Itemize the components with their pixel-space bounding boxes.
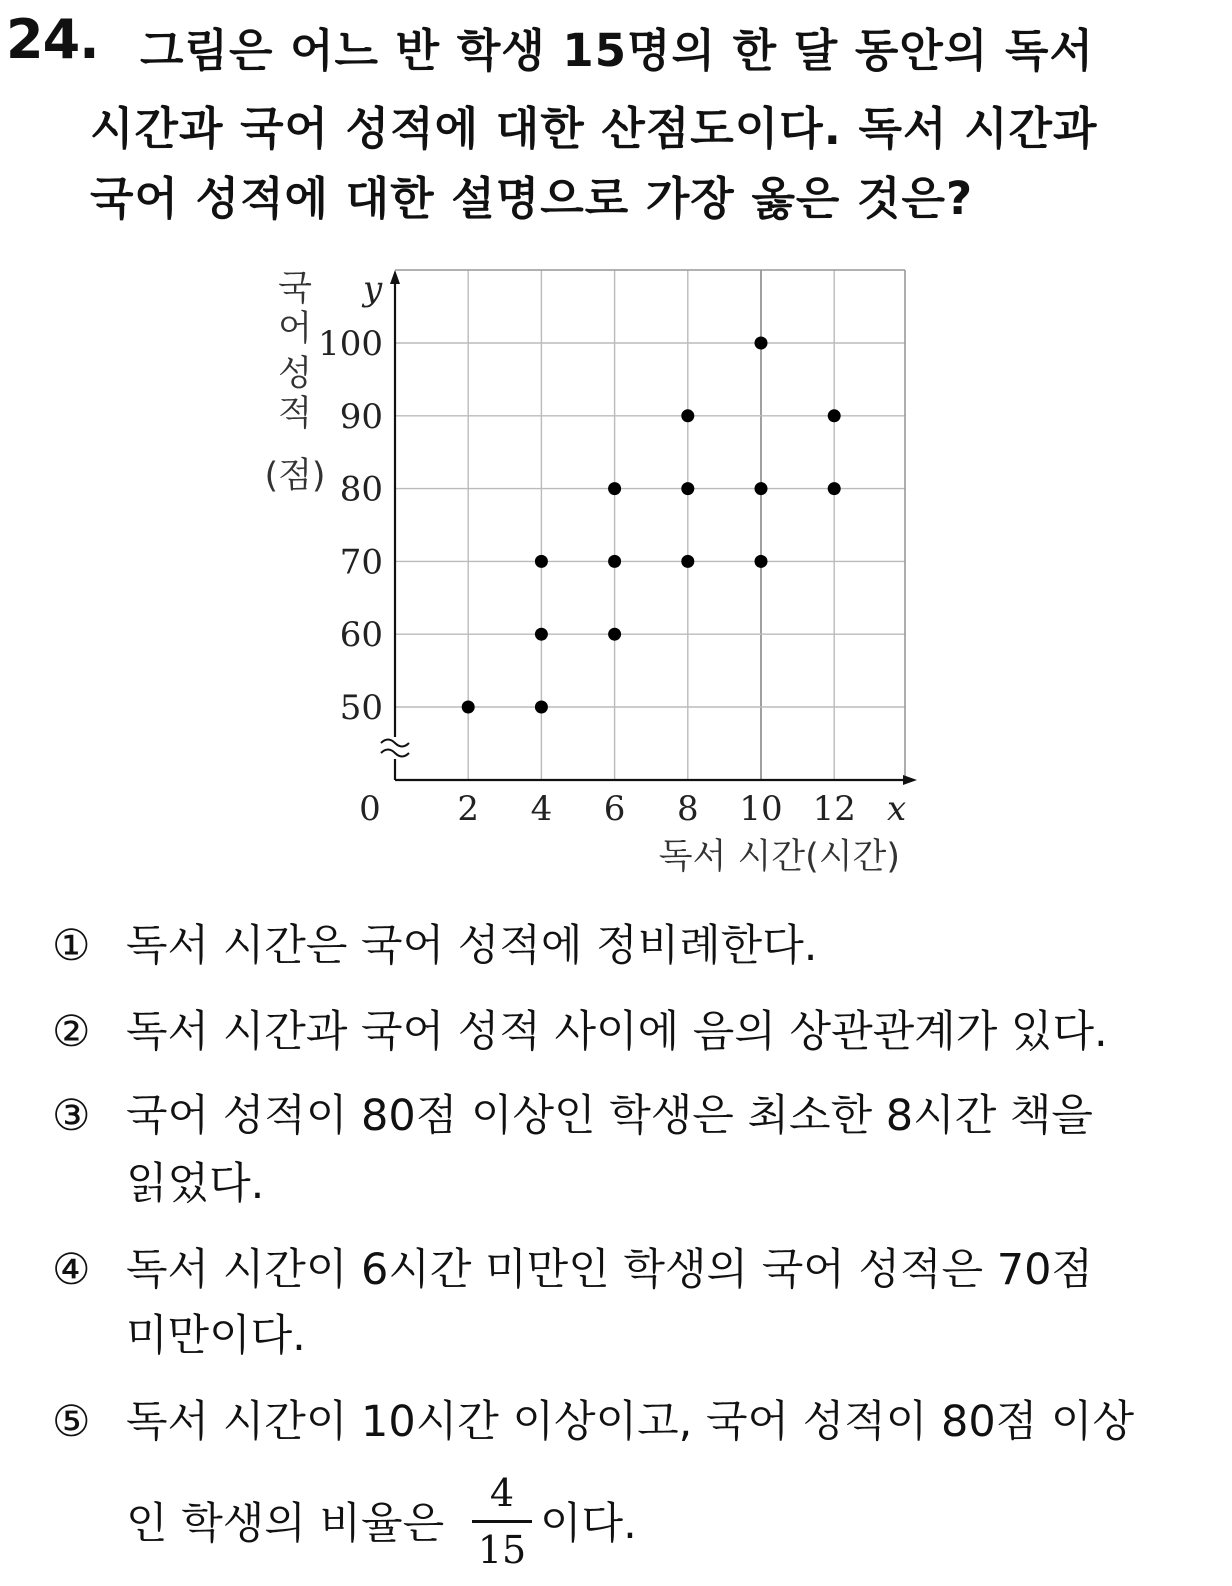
choice-3-text: 국어 성적이 80점 이상인 학생은 최소한 8시간 책을 (126, 1091, 1093, 1141)
choice-4-text: 독서 시간이 6시간 미만인 학생의 국어 성적은 70점 (126, 1245, 1093, 1295)
y-axis-arrow (390, 270, 400, 284)
x-tick-label: 2 (457, 789, 480, 829)
x-tick-label: 10 (739, 789, 783, 829)
x-tick-label: 8 (676, 789, 699, 829)
choice-4[interactable] (52, 1236, 1093, 1297)
choice-5-continued: 인 학생의 비율은 (126, 1499, 445, 1549)
x-tick-label: 12 (812, 789, 856, 829)
origin-label: 0 (359, 789, 381, 829)
y-axis-label: 국 어 성 적 (점) (264, 269, 326, 496)
data-point (681, 409, 694, 422)
y-tick-label: 70 (339, 542, 383, 583)
choice-3-mark: ③ (52, 1091, 91, 1141)
question-number: 24. (6, 8, 99, 71)
fraction-bar (472, 1520, 532, 1523)
x-tick-label: 4 (530, 789, 553, 829)
choice-4-continued: 미만이다. (126, 1311, 306, 1361)
choice-2[interactable] (52, 998, 1108, 1059)
y-tick-label: 100 (318, 324, 383, 364)
choice-2-mark: ② (52, 1007, 91, 1057)
data-point (535, 701, 548, 714)
data-points (462, 337, 841, 714)
x-axis-symbol: x (887, 789, 907, 829)
y-axis-symbol: y (363, 269, 383, 309)
y-tick-label: 80 (339, 469, 383, 510)
x-tick-label: 6 (603, 789, 626, 829)
choice-3-continued: 읽었다. (126, 1159, 265, 1209)
fraction-denominator: 15 (477, 1528, 527, 1572)
y-tick-label: 90 (339, 396, 383, 437)
x-axis-arrow (903, 775, 917, 785)
choice-1-mark: ① (52, 921, 91, 971)
data-point (755, 337, 768, 350)
data-point (828, 482, 841, 495)
data-point (462, 701, 475, 714)
data-point (535, 555, 548, 568)
x-axis-label: 독서 시간(시간) (658, 837, 900, 877)
y-tick-label: 50 (339, 688, 383, 728)
question-line-2: 시간과 국어 성적에 대한 산점도이다. 독서 시간과 (90, 102, 1098, 155)
data-point (755, 555, 768, 568)
question-line-3: 국어 성적에 대한 설명으로 가장 옳은 것은? (90, 172, 974, 225)
choice-3[interactable] (52, 1082, 1093, 1143)
data-point (608, 628, 621, 641)
fraction (472, 1470, 532, 1573)
data-point (681, 555, 694, 568)
data-point (608, 482, 621, 495)
axes (381, 270, 917, 785)
choice-2-text: 독서 시간과 국어 성적 사이에 음의 상관관계가 있다. (126, 1007, 1108, 1057)
y-tick-label: 60 (339, 615, 383, 656)
choice-1-text: 독서 시간은 국어 성적에 정비례한다. (126, 921, 818, 971)
choice-5[interactable] (52, 1388, 1134, 1449)
fraction-numerator: 4 (489, 1471, 515, 1515)
scatter-plot (250, 255, 930, 885)
data-point (755, 482, 768, 495)
choice-5-text: 독서 시간이 10시간 이상이고, 국어 성적이 80점 이상 (126, 1397, 1135, 1447)
choice-4-mark: ④ (52, 1245, 91, 1295)
choice-1[interactable] (52, 912, 817, 973)
question-line-1: 그림은 어느 반 학생 15명의 한 달 동안의 독서 (140, 24, 1094, 77)
data-point (681, 482, 694, 495)
data-point (608, 555, 621, 568)
choice-5-ending: 이다. (540, 1499, 637, 1549)
data-point (828, 409, 841, 422)
data-point (535, 628, 548, 641)
choice-5-mark: ⑤ (52, 1397, 91, 1447)
